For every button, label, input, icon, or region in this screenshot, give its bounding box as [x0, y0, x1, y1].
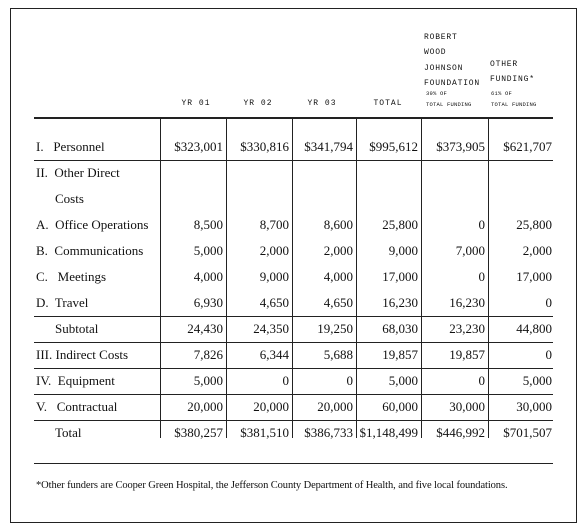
table-cell: 6,930	[193, 295, 223, 310]
table-cell: 4,000	[193, 269, 223, 284]
row-label: III. Indirect Costs	[36, 347, 129, 362]
table-cell: 30,000	[516, 399, 552, 414]
col-divider-1	[160, 118, 161, 438]
rwj-line-4: FOUNDATION	[424, 79, 481, 89]
row-label: Total	[55, 425, 82, 440]
table-cell: 4,650	[323, 295, 353, 310]
table-cell: 0	[545, 347, 552, 362]
table-cell: 20,000	[253, 399, 289, 414]
table-cell: 25,800	[516, 217, 552, 232]
table-cell: $701,507	[503, 425, 552, 440]
table-cell: $386,733	[304, 425, 353, 440]
other-line-1: OTHER	[490, 60, 519, 69]
table-cell: $341,794	[304, 139, 353, 154]
col-divider-2	[226, 118, 227, 438]
table-cell: 5,000	[193, 373, 223, 388]
col-divider-3	[292, 118, 293, 438]
table-cell: 44,800	[516, 321, 552, 336]
table-cell: 0	[346, 373, 353, 388]
table-cell: 2,000	[323, 243, 353, 258]
table-cell: $330,816	[240, 139, 289, 154]
row-label: II. Other Direct	[36, 165, 120, 180]
table-cell: 8,500	[193, 217, 223, 232]
col-header-yr3: YR 03	[307, 99, 337, 108]
table-cell: $380,257	[174, 425, 223, 440]
table-cell: 5,000	[522, 373, 552, 388]
table-cell: 16,230	[449, 295, 485, 310]
row-label: A. Office Operations	[36, 217, 149, 232]
row-label: D. Travel	[36, 295, 89, 310]
table-cell: 2,000	[259, 243, 289, 258]
table-cell: 9,000	[388, 243, 418, 258]
table-cell: 7,826	[193, 347, 223, 362]
row-label: Subtotal	[55, 321, 99, 336]
rule-after-subtotal	[34, 342, 553, 343]
rule-after-contractual	[34, 420, 553, 421]
table-cell: 6,344	[259, 347, 289, 362]
col-header-total: TOTAL	[373, 99, 403, 108]
col-header-rwj	[424, 30, 480, 92]
col-header-yr1: YR 01	[181, 99, 211, 108]
row-label: Costs	[55, 191, 84, 206]
table-cell: 19,857	[382, 347, 418, 362]
table-cell: 8,700	[259, 217, 289, 232]
table-cell: 20,000	[187, 399, 223, 414]
other-percent-label: TOTAL FUNDING	[491, 101, 537, 108]
rwj-line-1: ROBERT	[424, 33, 458, 42]
header-rule	[34, 117, 553, 119]
rwj-line-2: WOOD	[424, 48, 447, 58]
rwj-percent: 39% OF	[426, 90, 448, 97]
footnote-rule	[34, 463, 553, 464]
row-label: C. Meetings	[36, 269, 107, 284]
table-cell: 0	[478, 373, 485, 388]
table-cell: 7,000	[455, 243, 485, 258]
table-cell: 23,230	[449, 321, 485, 336]
rule-before-subtotal	[34, 316, 553, 317]
col-divider-5	[421, 118, 422, 438]
other-line-2: FUNDING*	[490, 75, 535, 84]
col-divider-4	[356, 118, 357, 438]
table-cell: 19,857	[449, 347, 485, 362]
table-cell: $323,001	[174, 139, 223, 154]
table-cell: 2,000	[522, 243, 552, 258]
other-percent: 61% OF	[491, 90, 513, 97]
table-cell: 16,230	[382, 295, 418, 310]
table-cell: 60,000	[382, 399, 418, 414]
table-cell: 9,000	[259, 269, 289, 284]
rule-after-personnel	[34, 160, 553, 161]
row-label: V. Contractual	[36, 399, 118, 414]
table-cell: 17,000	[516, 269, 552, 284]
table-cell: 25,800	[382, 217, 418, 232]
table-cell: 17,000	[382, 269, 418, 284]
row-label: B. Communications	[36, 243, 144, 258]
table-cell: 0	[478, 217, 485, 232]
table-cell: 8,600	[323, 217, 353, 232]
table-cell: 0	[282, 373, 289, 388]
col-header-other	[490, 57, 535, 87]
table-cell: $373,905	[436, 139, 485, 154]
row-label: I. Personnel	[36, 139, 105, 154]
row-label: IV. Equipment	[36, 373, 115, 388]
rwj-percent-label: TOTAL FUNDING	[426, 101, 472, 108]
table-cell: 24,350	[253, 321, 289, 336]
table-cell: 24,430	[187, 321, 223, 336]
table-cell: 4,650	[259, 295, 289, 310]
table-cell: 4,000	[323, 269, 353, 284]
table-cell: 0	[545, 295, 552, 310]
table-cell: $621,707	[503, 139, 552, 154]
table-cell: $381,510	[240, 425, 289, 440]
table-cell: 5,688	[323, 347, 353, 362]
table-cell: 19,250	[317, 321, 353, 336]
table-cell: 20,000	[317, 399, 353, 414]
table-cell: 5,000	[388, 373, 418, 388]
table-cell: $1,148,499	[359, 425, 418, 440]
table-cell: 0	[478, 269, 485, 284]
table-cell: $446,992	[436, 425, 485, 440]
footnote: *Other funders are Cooper Green Hospital, the Jefferson County Department of Health, and five local foundations.	[36, 480, 508, 491]
table-cell: 5,000	[193, 243, 223, 258]
rwj-line-3: JOHNSON	[424, 63, 464, 73]
table-cell: 68,030	[382, 321, 418, 336]
rule-after-equipment	[34, 394, 553, 395]
col-header-yr2: YR 02	[243, 99, 273, 108]
table-cell: 30,000	[449, 399, 485, 414]
rule-after-indirect	[34, 368, 553, 369]
table-cell: $995,612	[369, 139, 418, 154]
col-divider-6	[488, 118, 489, 438]
